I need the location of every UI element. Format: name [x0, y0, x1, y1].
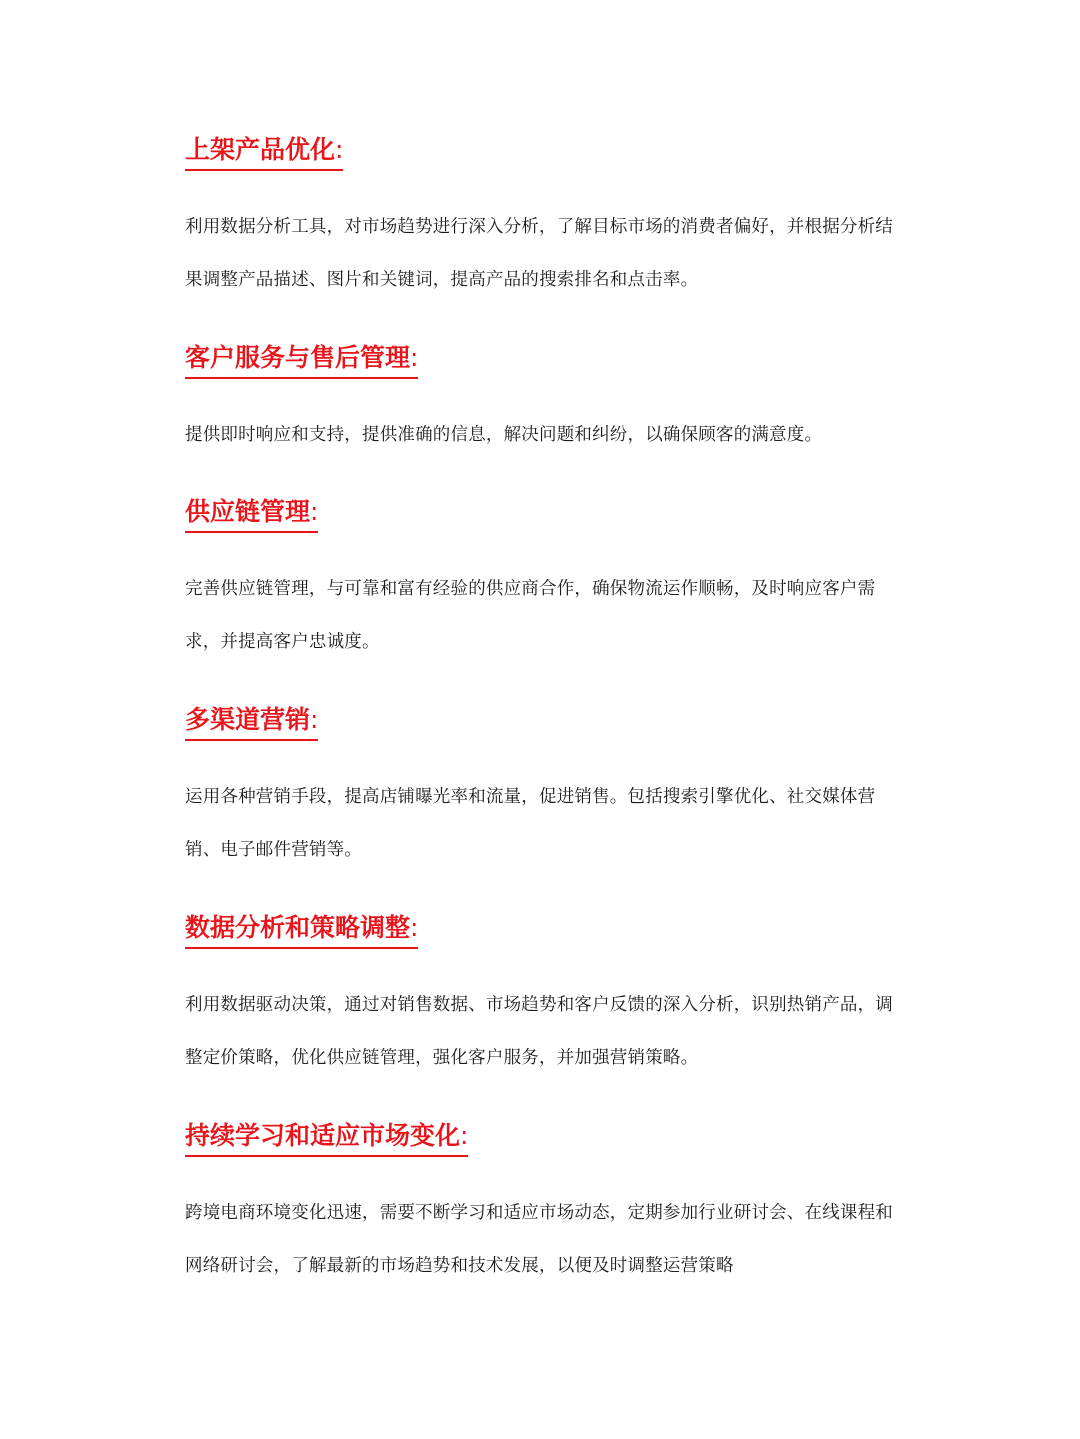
- section-body-customer-service: 提供即时响应和支持，提供准确的信息，解决问题和纠纷，以确保顾客的满意度。: [185, 425, 823, 445]
- section-title-text: 多渠道营销: [185, 705, 311, 734]
- section-title-continuous-learning: [185, 1119, 468, 1157]
- section-title-text: 客户服务与售后管理: [185, 343, 411, 372]
- section-title-colon: :: [460, 1121, 469, 1150]
- section-title-supply-chain: [185, 495, 318, 533]
- section-title-text: 持续学习和适应市场变化: [185, 1121, 461, 1150]
- section-title-text: 数据分析和策略调整: [185, 913, 411, 942]
- section-title-colon: :: [310, 497, 319, 526]
- section-title-multichannel-marketing: [185, 703, 318, 741]
- section-title-colon: :: [310, 705, 319, 734]
- section-title-text: 上架产品优化: [185, 135, 336, 164]
- section-body-continuous-learning: 跨境电商环境变化迅速，需要不断学习和适应市场动态，定期参加行业研讨会、在线课程和网络研讨会，了解最新的市场趋势和技术发展，以便及时调整运营策略: [185, 1203, 893, 1276]
- section-title-product-optimization: [185, 133, 343, 171]
- section-body-product-optimization: 利用数据分析工具，对市场趋势进行深入分析，了解目标市场的消费者偏好，并根据分析结果调整产品描述、图片和关键词，提高产品的搜索排名和点击率。: [185, 217, 893, 290]
- section-title-customer-service: [185, 341, 418, 379]
- section-body-supply-chain: 完善供应链管理，与可靠和富有经验的供应商合作，确保物流运作顺畅，及时响应客户需求，并提高客户忠诚度。: [185, 579, 876, 652]
- section-body-multichannel-marketing: 运用各种营销手段，提高店铺曝光率和流量，促进销售。包括搜索引擎优化、社交媒体营销、电子邮件营销等。: [185, 787, 876, 860]
- section-title-colon: :: [410, 343, 419, 372]
- section-title-text: 供应链管理: [185, 497, 311, 526]
- section-body-data-analysis: 利用数据驱动决策，通过对销售数据、市场趋势和客户反馈的深入分析，识别热销产品，调整定价策略，优化供应链管理，强化客户服务，并加强营销策略。: [185, 995, 893, 1068]
- section-title-data-analysis: [185, 911, 418, 949]
- section-title-colon: :: [410, 913, 419, 942]
- section-title-colon: :: [335, 135, 344, 164]
